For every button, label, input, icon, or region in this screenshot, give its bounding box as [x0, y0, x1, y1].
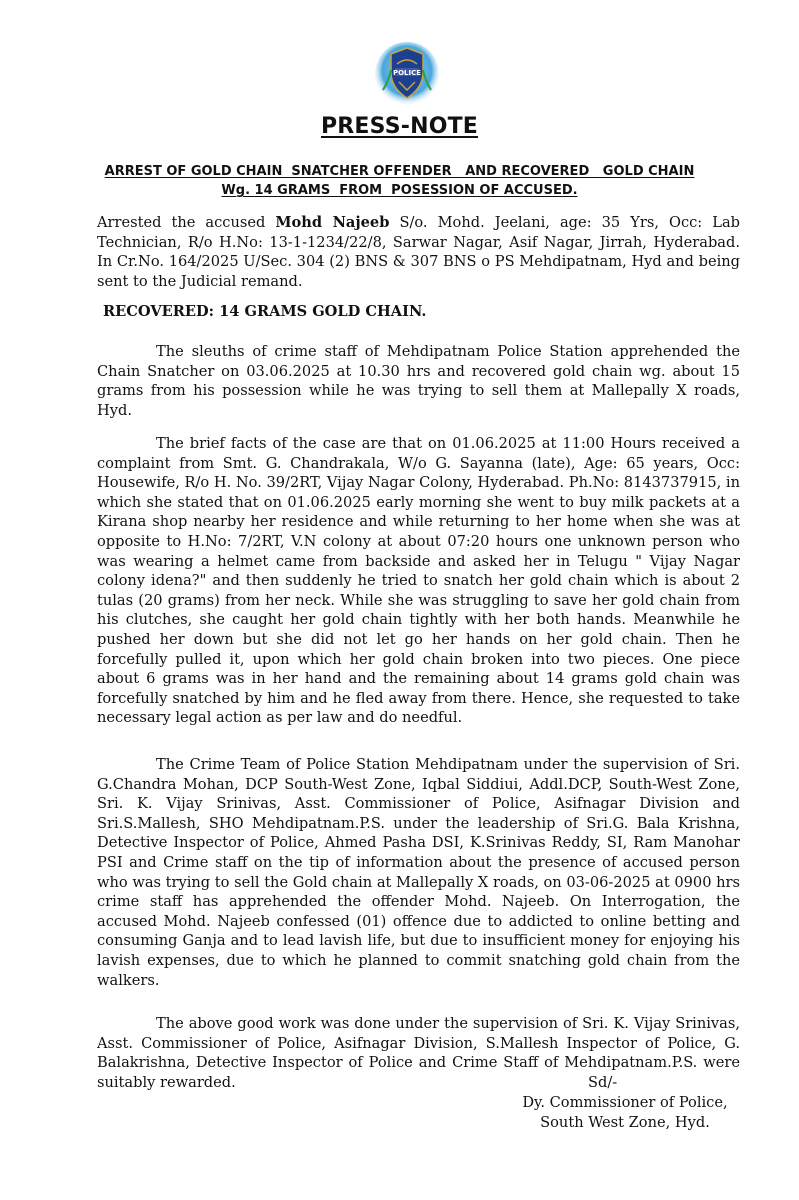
sleuths-paragraph: The sleuths of crime staff of Mehdipatnam Police Station apprehended the Chain Snatcher on 03.06.2025 at 10.30 hrs and recovered gold chain wg. about 15 grams from his possession while he was trying to sell them at Mallepally X roads, Hyd. [97, 343, 740, 419]
recovered-heading: RECOVERED: 14 GRAMS GOLD CHAIN. [103, 303, 427, 320]
crime-team-paragraph: The Crime Team of Police Station Mehdipatnam under the supervision of Sri. G.Chandra Mohan, DCP South-West Zone, Iqbal Siddiui, Addl.DCP, South-West Zone, Sri. K. Vijay Srinivas, Asst. Commissioner of Police, Asifnagar Division and Sri.S.Mallesh, SHO Mehdipatnam.P.S. under the leadership of Sri.G. Bala Krishna, Detective Inspector of Police, Ahmed Pasha DSI, K.Srinivas Reddy, SI, Ram Manohar PSI and Crime staff on the tip of information about the presence of accused person who was trying to sell the Gold chain at Mallepally X roads, on 03-06-2025 at 0900 hrs crime staff has apprehended the offender Mohd. Najeeb. On Interrogation, the accused Mohd. Najeeb confessed (01) offence due to addicted to online betting and consuming Ganja and to lead lavish life, but due to insufficient money for enjoying his lavish expenses, due to which he planned to commit snatching gold chain from the walkers. [97, 756, 740, 989]
signature-designation: Dy. Commissioner of Police, [522, 1094, 728, 1111]
arrest-paragraph [97, 213, 740, 291]
signature-zone: South West Zone, Hyd. [540, 1113, 710, 1131]
accused-name: Mohd Najeeb [275, 214, 390, 231]
page-title: PRESS-NOTE [320, 114, 479, 139]
signature-block [510, 1093, 740, 1132]
arrest-details: S/o. Mohd. Jeelani, age: 35 Yrs, Occ: Lab Technician, R/o H.No: 13-1-1234/22/8, Sarwar Nagar, Asif Nagar, Jirrah, Hyderabad. In Cr.No. 164/2025 U/Sec. 304 (2) BNS & 307 BNS o PS Mehdipatnam, Hyd and being sent to the Judicial remand. [97, 214, 740, 290]
good-work-paragraph: The above good work was done under the supervision of Sri. K. Vijay Srinivas, Asst. Commissioner of Police, Asifnagar Division, S.Mallesh Inspector of Police, G. Balakrishna, Detective Inspector of Police and Crime Staff of Mehdipatnam.P.S. were suitably rewarded. [97, 1015, 740, 1091]
police-emblem-icon [373, 40, 441, 108]
signature-sd: Sd/- [588, 1074, 618, 1091]
brief-facts-paragraph: The brief facts of the case are that on 01.06.2025 at 11:00 Hours received a complaint from Smt. G. Chandrakala, W/o G. Sayanna (late), Age: 65 years, Occ: Housewife, R/o H. No. 39/2RT, Vijay Nagar Colony, Hyderabad. Ph.No: 8143737915, in which she stated that on 01.06.2025 early morning she went to buy milk packets at a Kirana shop nearby her residence and while returning to her home when she was at opposite to H.No: 7/2RT, V.N colony at about 07:20 hours one unknown person who was wearing a helmet came from backside and asked her in Telugu " Vijay Nagar colony idena?" and then suddenly he tried to snatch her gold chain which is about 2 tulas (20 grams) from her neck. While she was struggling to save her gold chain from his clutches, she caught her gold chain tightly with her both hands. Meanwhile he pushed her down but she did not let go her hands on her gold chain. Then he forcefully pulled it, upon which her gold chain broken into two pieces. One piece about 6 grams was in her hand and the remaining about 14 grams gold chain was forcefully snatched by him and he fled away from there. Hence, she requested to take necessary legal action as per law and do needful. [97, 435, 740, 727]
subtitle-line-1: ARREST OF GOLD CHAIN SNATCHER OFFENDER AND RECOVERED GOLD CHAIN [104, 164, 695, 179]
subtitle-line-2: Wg. 14 GRAMS FROM POSESSION OF ACCUSED. [221, 183, 578, 198]
arrest-lead: Arrested the accused [97, 214, 276, 231]
logo-text: POLICE [392, 69, 422, 77]
